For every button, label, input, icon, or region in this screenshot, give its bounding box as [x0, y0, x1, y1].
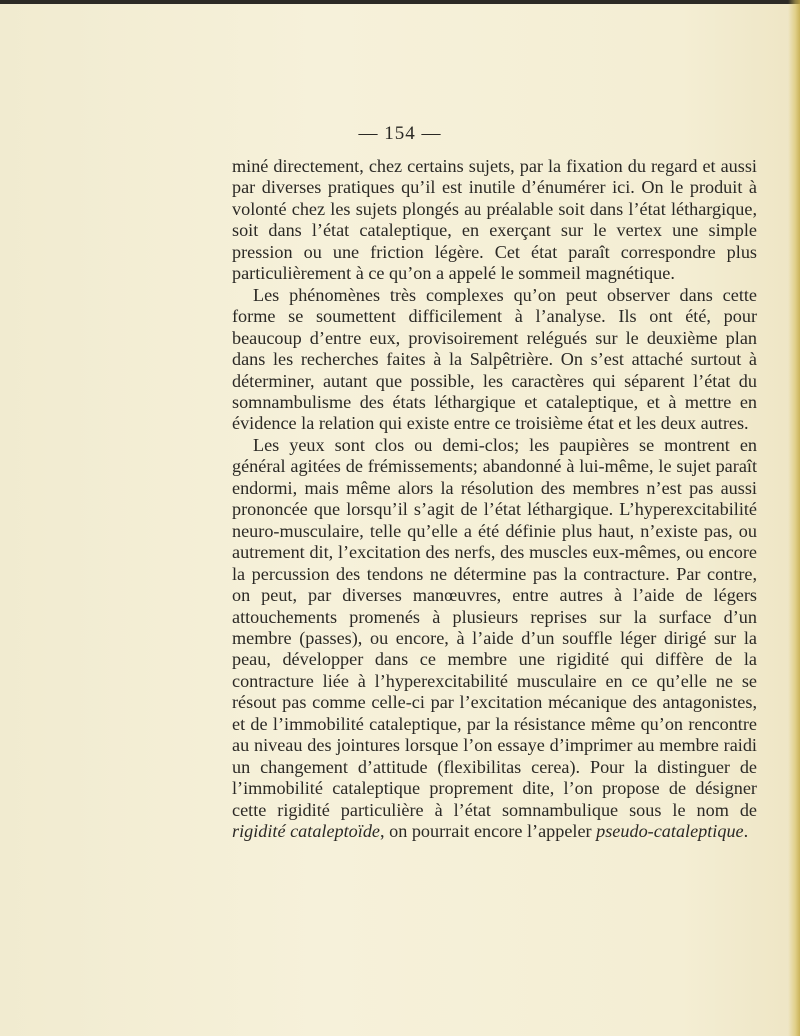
paragraph-3-text: Les yeux sont clos ou demi-clos; les paupières se montrent en général agitées de frémissements; abandonné à lui-même, le sujet paraît endormi, mais même alors la résolution des membres n’est pas aussi prononcée que lorsqu’il s’agit de l’état léthargique. L’hyperexcitabilité neuro-musculaire, telle qu’elle a été définie plus haut, n’existe pas, ou autrement dit, l’excitation des nerfs, des muscles eux-mêmes, ou encore la percussion des tendons ne détermine pas la contracture. Par contre, on peut, par diverses manœuvres, entre autres à l’aide de légers attouchements promenés à plusieurs reprises sur la surface d’un membre (passes), ou encore, à l’aide d’un souffle léger dirigé sur la peau, développer dans ce membre une rigidité qui diffère de la contracture liée à l’hyperexcitabilité musculaire en ce qu’elle ne se résout pas comme celle-ci par l’excitation mécanique des antagonistes, et de l’immobilité cataleptique, par la résistance même qu’on rencontre au niveau des jointures lorsque l’on essaye d’imprimer au membre raidi un changement d’attitude (flexibilitas cerea). Pour la distinguer de l’immobilité cataleptique proprement dite, l’on propose de désigner cette rigidité particulière à l’état somnambulique sous le nom de [232, 434, 757, 820]
page-edge-shading [788, 0, 800, 1036]
paragraph-3-mid: , on pourrait encore l’appeler [380, 821, 592, 842]
italic-term-rigidite-cataleptoide: rigidité cataleptoïde [232, 821, 380, 842]
body-text [232, 156, 757, 843]
paragraph-1: miné directement, chez certains sujets, par la fixation du regard et aussi par diverses pratiques qu’il est inutile d’énumérer ici. On le produit à volonté chez les sujets plongés au préalable soit dans l’état léthargique, soit dans l’état cataleptique, en exerçant sur le vertex une simple pression ou une friction légère. Cet état paraît correspondre plus particulièrement à ce qu’on a appelé le sommeil magnétique. [232, 156, 757, 284]
paragraph-3 [232, 435, 757, 843]
paragraph-3-end: . [743, 821, 749, 842]
italic-term-pseudo-cataleptique: pseudo-cataleptique [596, 821, 744, 842]
paragraph-2: Les phénomènes très complexes qu’on peut observer dans cette forme se soumettent difficilement à l’analyse. Ils ont été, pour beaucoup d’entre eux, provisoirement relégués sur le deuxième plan dans les recherches faites à la Salpêtrière. On s’est attaché surtout à déterminer, autant que possible, les caractères qui séparent l’état du somnambulisme des états léthargique et cataleptique, et à mettre en évidence la relation qui existe entre ce troisième état et les deux autres. [232, 284, 757, 434]
page-number: — 154 — [358, 123, 442, 144]
top-border-rule [0, 0, 800, 4]
